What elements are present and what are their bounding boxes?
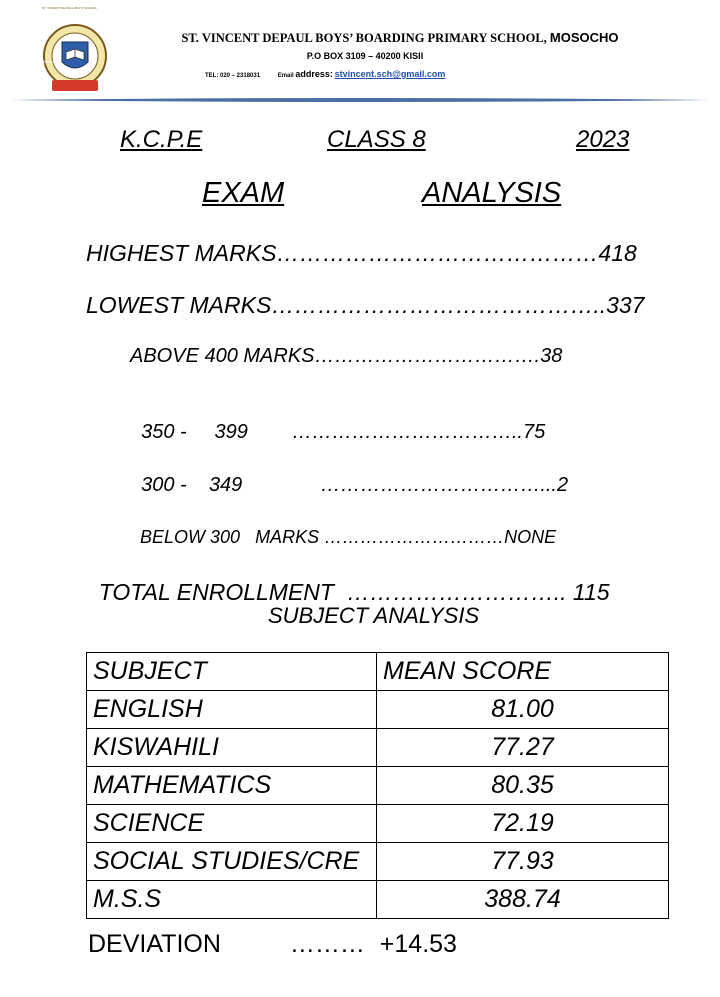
school-name: ST. VINCENT DEPAUL BOYS’ BOARDING PRIMARY SCHOOL, — [181, 31, 547, 45]
deviation-dots: ……… — [289, 930, 365, 958]
subject-cell: M.S.S — [87, 881, 377, 919]
subject-analysis-table — [86, 652, 669, 919]
exam-name: K.C.P.E — [120, 126, 203, 153]
analysis-row-above-400: ABOVE 400 MARKS…………………………….38 — [130, 345, 563, 367]
mean-score-cell: 77.27 — [377, 729, 669, 767]
subject-cell: KISWAHILI — [87, 729, 377, 767]
subject-cell: SCIENCE — [87, 805, 377, 843]
email-link[interactable]: stvincent.sch@gmail.com — [334, 69, 446, 79]
analysis-row-lowest: LOWEST MARKS……………………………………..337 — [86, 292, 645, 318]
title-analysis: ANALYSIS — [422, 177, 562, 209]
po-box: P.O BOX 3109 – 40200 KISII — [306, 51, 424, 61]
school-location: MOSOCHO — [549, 30, 619, 45]
table-row — [87, 843, 669, 881]
mean-score-cell: 80.35 — [377, 767, 669, 805]
table-row — [87, 881, 669, 919]
email-label: Email — [277, 73, 294, 79]
letterhead-divider — [10, 97, 710, 103]
title-exam: EXAM — [202, 177, 285, 209]
school-name-line — [120, 30, 680, 46]
subject-analysis-title: SUBJECT ANALYSIS — [268, 603, 480, 628]
mean-score-cell: 388.74 — [377, 881, 669, 919]
table-row — [87, 691, 669, 729]
deviation-line — [88, 930, 457, 959]
exam-year: 2023 — [576, 126, 630, 153]
analysis-row-total-enrollment: TOTAL ENROLLMENT ……………………….. 115 — [98, 579, 610, 605]
subject-cell: ENGLISH — [87, 691, 377, 729]
analysis-row-highest: HIGHEST MARKS……………………………………418 — [86, 240, 637, 266]
header-subject: SUBJECT — [87, 653, 377, 691]
table-row — [87, 805, 669, 843]
mean-score-cell: 81.00 — [377, 691, 669, 729]
analysis-row-350-399: 350 - 399 ……………………………..75 — [141, 421, 546, 443]
logo-ring-text: ST. VINCENT DE PAUL BOYS' SCHOOL — [42, 6, 97, 10]
telephone: TEL: 020 – 2318031 — [205, 73, 261, 79]
class-name: CLASS 8 — [327, 126, 426, 153]
header-mean-score: MEAN SCORE — [377, 653, 669, 691]
table-header-row — [87, 653, 669, 691]
deviation-value: +14.53 — [379, 930, 457, 958]
mean-score-cell: 72.19 — [377, 805, 669, 843]
address-label: address: — [295, 69, 333, 79]
logo-motto: EDUCATION FOR LIFE — [16, 59, 59, 64]
table-row — [87, 767, 669, 805]
analysis-row-300-349: 300 - 349 ……………………………...2 — [141, 474, 569, 496]
contact-line — [205, 69, 445, 79]
mean-score-cell: 77.93 — [377, 843, 669, 881]
deviation-label: DEVIATION — [88, 930, 221, 958]
table-row — [87, 729, 669, 767]
subject-cell: SOCIAL STUDIES/CRE — [87, 843, 377, 881]
subject-cell: MATHEMATICS — [87, 767, 377, 805]
analysis-row-below-300: BELOW 300 MARKS …………………………NONE — [140, 527, 557, 547]
